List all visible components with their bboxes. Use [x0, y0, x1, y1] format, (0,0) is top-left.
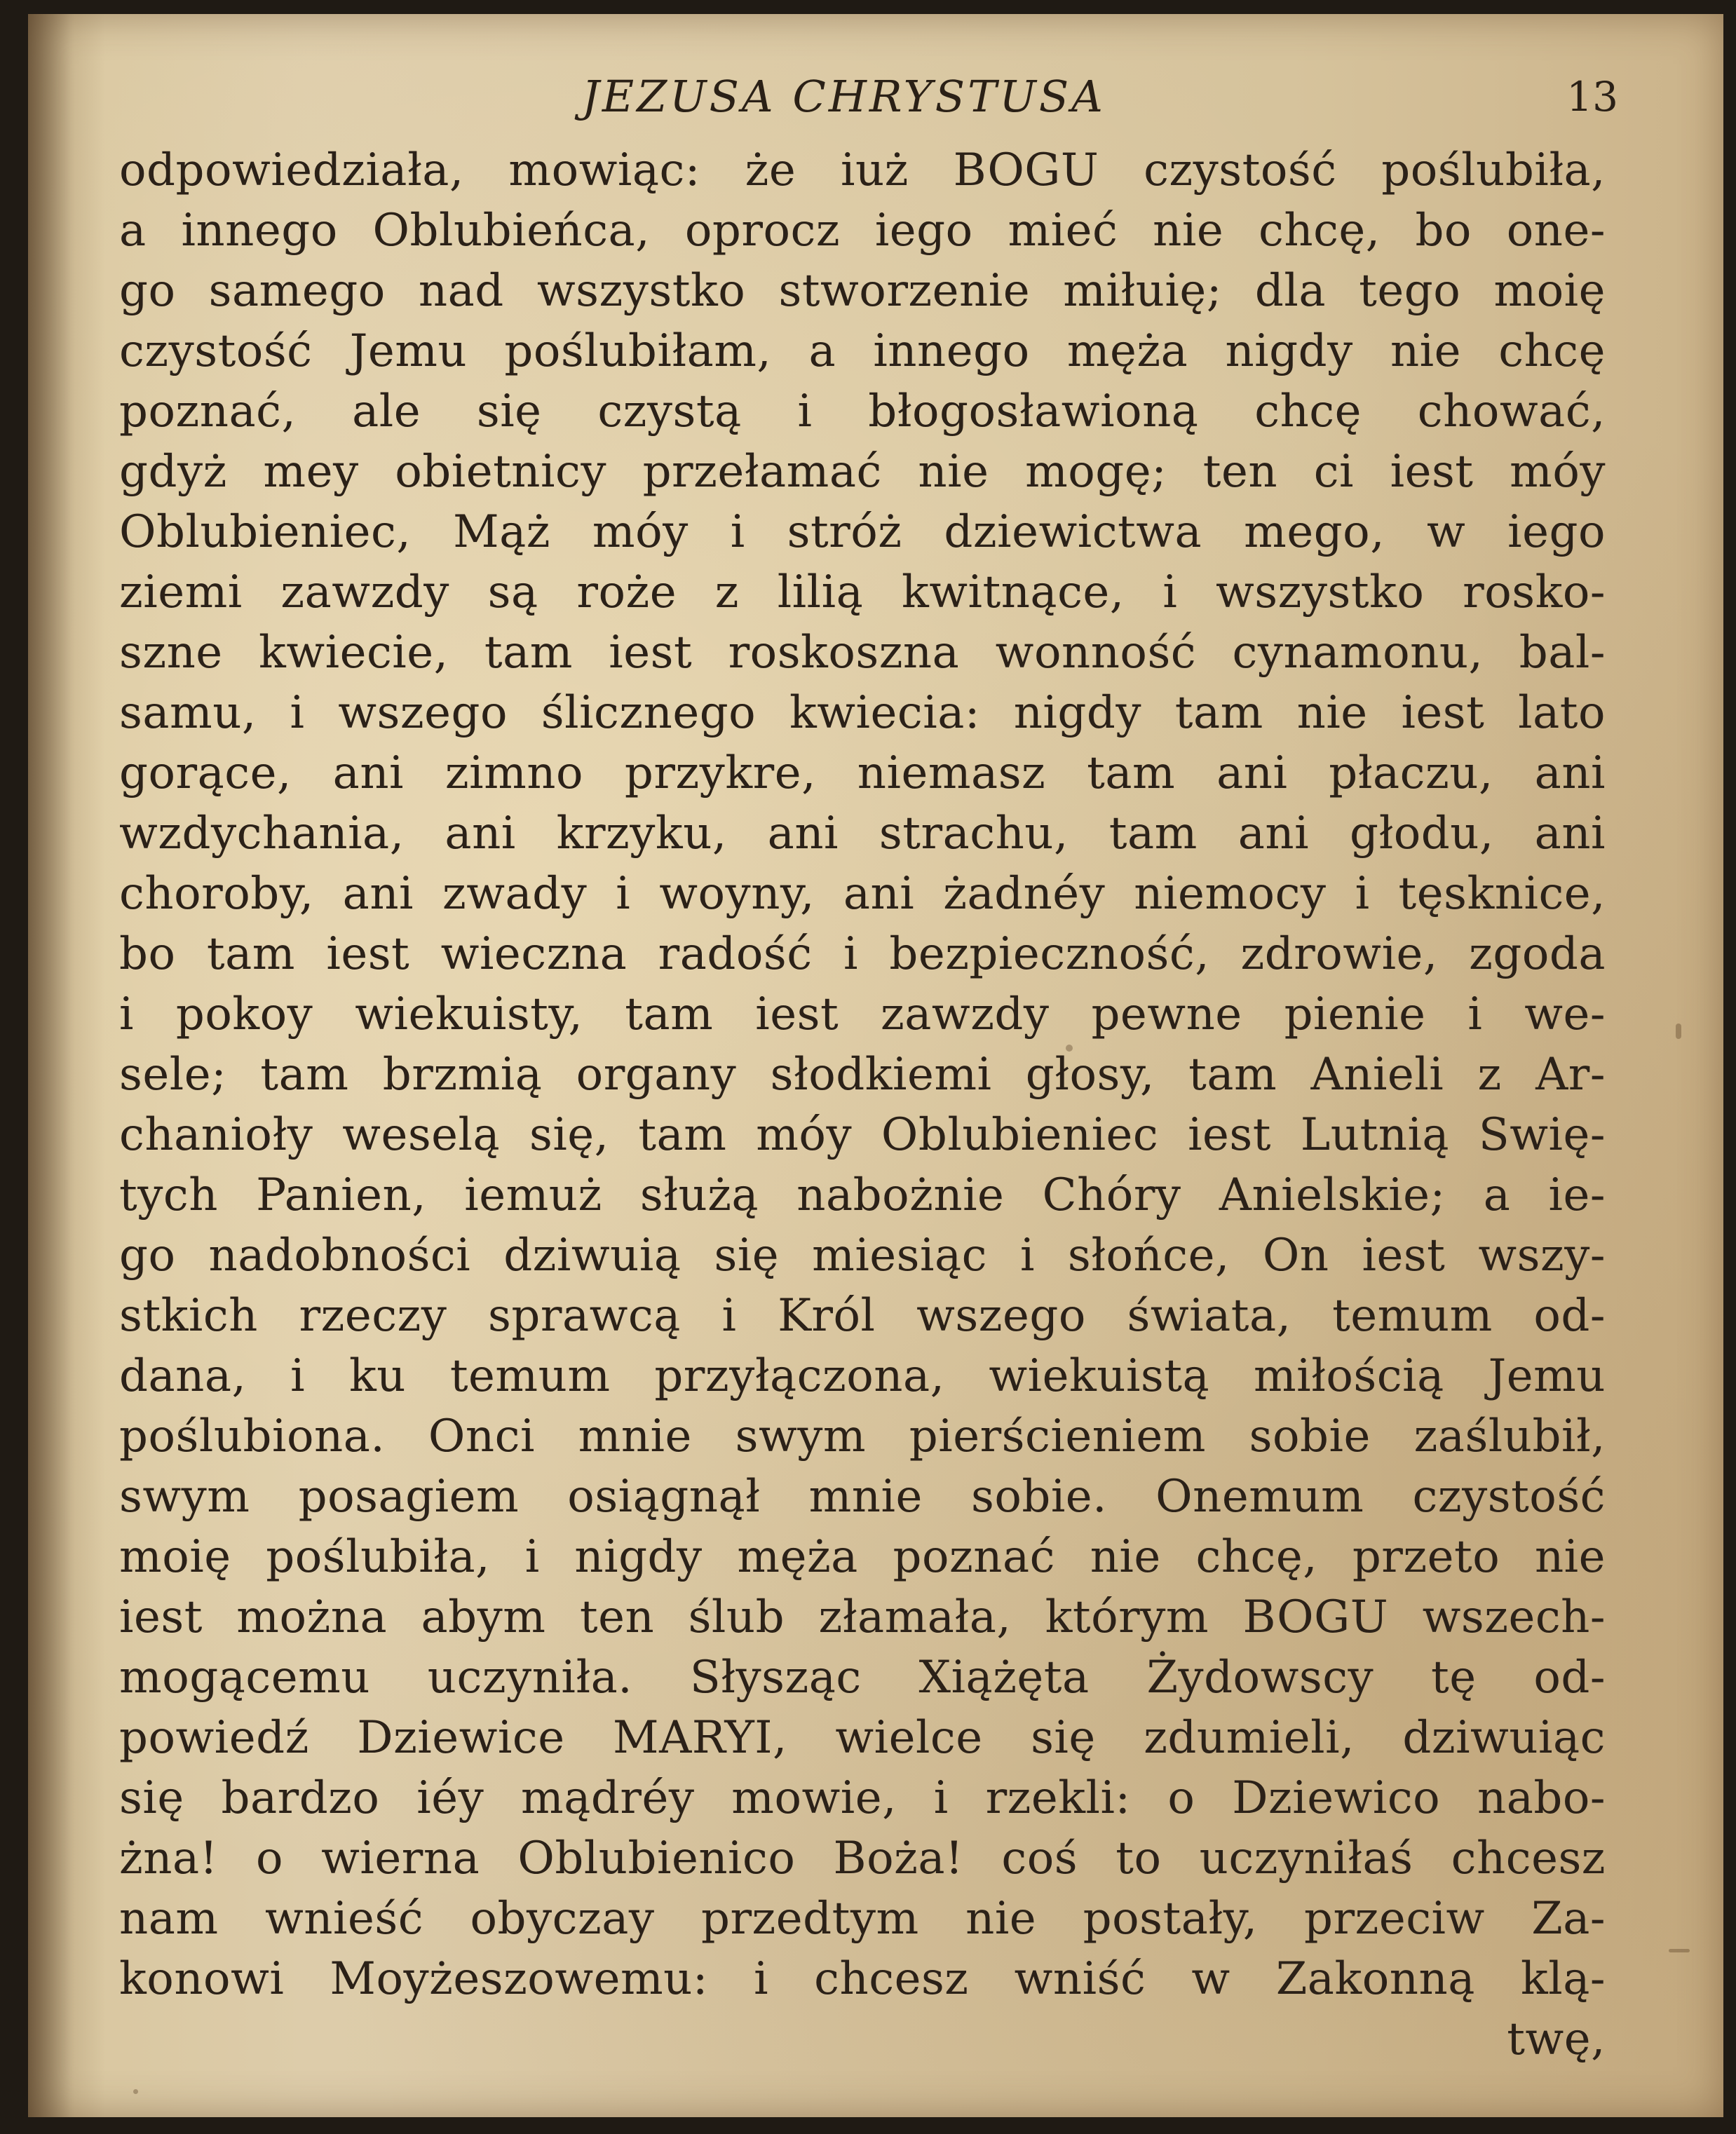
text-line: swym posagiem osiągnął mnie sobie. Onemum czystość — [119, 1471, 1606, 1523]
text-line: a innego Oblubieńca, oprocz iego mieć nie chcę, bo one- — [119, 205, 1606, 257]
page-gutter — [28, 14, 105, 2117]
paper-stain — [1676, 1024, 1681, 1039]
text-line: stkich rzeczy sprawcą i Król wszego świata, temum od- — [119, 1290, 1606, 1342]
text-line: go nadobności dziwuią się miesiąc i słońce, On iest wszy- — [119, 1230, 1606, 1282]
paper-stain — [1669, 1949, 1690, 1952]
text-line: ziemi zawzdy są roże z lilią kwitnące, i wszystko rosko- — [119, 566, 1606, 618]
text-line: dana, i ku temum przyłączona, wiekuistą miłością Jemu — [119, 1350, 1606, 1402]
text-line: moię poślubiła, i nigdy męża poznać nie chcę, przeto nie — [119, 1531, 1606, 1583]
text-line: samu, i wszego ślicznego kwiecia: nigdy tam nie iest lato — [119, 687, 1606, 739]
paper-stain — [133, 2089, 138, 2094]
text-line: bo tam iest wieczna radość i bezpieczność, zdrowie, zgoda — [119, 928, 1606, 980]
text-line: poślubiona. Onci mnie swym pierścieniem sobie zaślubił, — [119, 1411, 1606, 1462]
text-line: nam wnieść obyczay przedtym nie postały, przeciw Za- — [119, 1893, 1606, 1945]
text-line: żna! o wierna Oblubienico Boża! coś to uczyniłaś chcesz — [119, 1833, 1606, 1884]
text-line: powiedź Dziewice MARYI, wielce się zdumieli, dziwuiąc — [119, 1712, 1606, 1764]
text-line: sele; tam brzmią organy słodkiemi głosy, tam Anieli z Ar- — [119, 1049, 1606, 1101]
text-line: i pokoy wiekuisty, tam iest zawzdy pewne pienie i we- — [119, 988, 1606, 1040]
page-header — [28, 69, 1723, 139]
text-line: gdyż mey obietnicy przełamać nie mogę; ten ci iest móy — [119, 446, 1606, 498]
text-line: go samego nad wszystko stworzenie miłuię; dla tego moię — [119, 265, 1606, 317]
text-line: Oblubieniec, Mąż móy i stróż dziewictwa mego, w iego — [119, 506, 1606, 558]
text-line: wzdychania, ani krzyku, ani strachu, tam ani głodu, ani — [119, 808, 1606, 859]
text-line: iest można abym ten ślub złamała, którym BOGU wszech- — [119, 1591, 1606, 1643]
body-text — [119, 140, 1606, 2070]
text-line: się bardzo iéy mądréy mowie, i rzekli: o Dziewico nabo- — [119, 1772, 1606, 1824]
text-line: choroby, ani zwady i woyny, ani żadnéy niemocy i tęsknice, — [119, 868, 1606, 920]
text-line: szne kwiecie, tam iest roskoszna wonność cynamonu, bal- — [119, 627, 1606, 679]
text-line: mogącemu uczyniła. Słysząc Xiążęta Żydowscy tę od- — [119, 1652, 1606, 1704]
text-line: poznać, ale się czystą i błogosławioną chcę chować, — [119, 386, 1606, 437]
catchword: twę, — [1507, 2013, 1606, 2065]
text-line: gorące, ani zimno przykre, niemasz tam ani płaczu, ani — [119, 747, 1606, 799]
text-line: chanioły weselą się, tam móy Oblubieniec iest Lutnią Swię- — [119, 1109, 1606, 1161]
text-line: konowi Moyżeszowemu: i chcesz wniść w Zakonną klą- — [119, 1953, 1606, 2005]
running-head: JEZUSA CHRYSTUSA — [582, 71, 1106, 122]
text-line: tych Panien, iemuż służą nabożnie Chóry Anielskie; a ie- — [119, 1169, 1606, 1221]
text-line: odpowiedziała, mowiąc: że iuż BOGU czystość poślubiła, — [119, 144, 1606, 196]
page-number: 13 — [1566, 73, 1618, 121]
book-page — [28, 14, 1723, 2117]
text-line: czystość Jemu poślubiłam, a innego męża nigdy nie chcę — [119, 325, 1606, 377]
